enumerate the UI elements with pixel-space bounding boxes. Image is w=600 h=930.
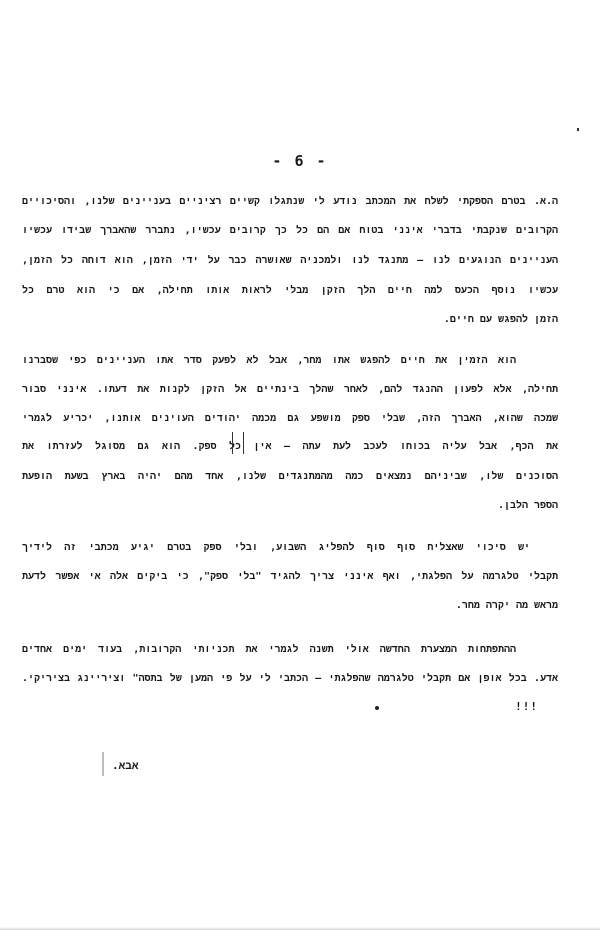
- paragraph-1-line-2: הקרובים שנקבתי בדברי אינני בטוח אם הם כל כך קרובים עכשיו, נתברר שהאברך שבידו עכשיו: [22, 225, 558, 236]
- paragraph-4-line-2: אדע. בכל אופן אם תקבלי טלגרמה שהפלגתי – הכתבי לי על פי המען של בתסה" וציריינג בציריקי.: [22, 673, 558, 684]
- signature: אבא.: [112, 759, 139, 772]
- paragraph-2-line-6: הספר הלבן.: [497, 500, 558, 511]
- margin-tick: [577, 128, 579, 131]
- paragraph-1-line-3: העניינים הנוגעים לנו – מתנגד לנו ולמכניה שאושרה כבר על ידי הזמן, הוא דוחה כל הזמן,: [22, 255, 558, 266]
- paragraph-3-line-1: יש סיכוי שאצליח סוף סוף להפליג השבוע, ובלי ספק בטרם יגיע מכתבי זה לידיך: [22, 542, 530, 553]
- paragraph-1-line-1: ה.א. בטרם הספקתי לשלח את המכתב נודע לי שנתגלו קשיים רציניים בעניינים שלנו, והסיכויים: [22, 196, 558, 207]
- ink-dot: [375, 706, 379, 710]
- paragraph-3-line-2: תקבלי טלגרמה על הפלגתי, ואף אינני צריך להגיד "בלי ספק", כי ביקים אלה אי אפשר לדעת: [22, 571, 558, 582]
- paragraph-1-line-4: עכשיו נוסף הכעס למה חיים הלך הזקן מבלי לראות אותו תחילה, אם כי הוא טרם כל: [22, 285, 558, 296]
- end-marker: !!!: [515, 700, 538, 713]
- paragraph-2-line-3: שמכה שהוא, האברך הזה, שבלי ספק מושפע גם מכמה יהודים העוינים אותנו, יכריע לגמרי: [22, 413, 558, 424]
- page-number: - 6 -: [272, 152, 328, 170]
- margin-mark: [102, 752, 104, 776]
- paragraph-4-line-1: ההתפתחות המצערת החדשה אולי תשנה לגמרי את תכניותי הקרובות, בעוד ימים אחדים: [22, 644, 516, 655]
- paragraph-2-line-2: תחילה, אלא לפעון ההנגד להם, לאחר שהלך בינתיים אל הזקן לקנות את דעתו. אינני סבור: [22, 384, 558, 395]
- paragraph-2-line-5: הסוכנים שלו, שביניהם נמצאים כמה מהמתנגדים שלנו, אחד מהם יהיה בארץ בשעת הופעת: [22, 471, 558, 482]
- paragraph-1-line-5: הזמן להפגש עם חיים.: [443, 314, 558, 325]
- paragraph-2-line-4: את הכף, אבל עליה בכוחו לעכב לעת עתה – אין כל ספק. הוא גם מסוגל לעזרתו את: [22, 441, 558, 452]
- paragraph-3-line-3: מראש מה יקרה מחר.: [455, 600, 558, 611]
- inline-bracket-mark: [232, 432, 244, 454]
- paragraph-2-line-1: הוא הזמין את חיים להפגש אתו מחר, אבל לא לפעק סדר אתו העניינים כפי שסברנו: [22, 355, 516, 366]
